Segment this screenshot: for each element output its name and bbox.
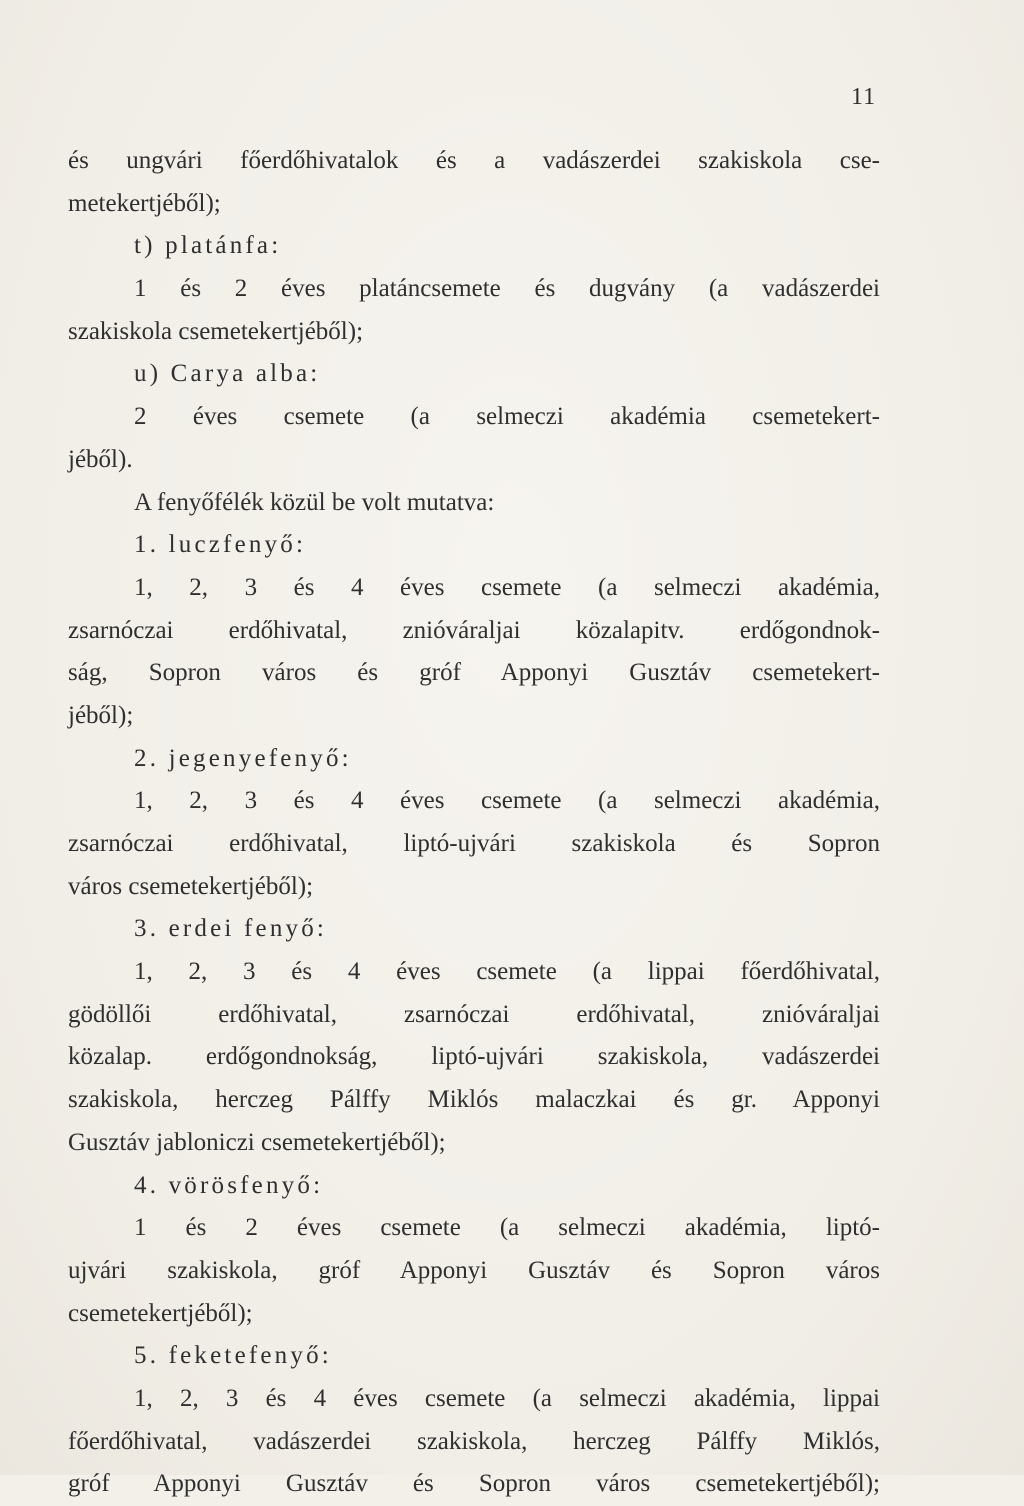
text-line: gödöllői erdőhivatal, zsarnóczai erdőhivatal, znióváraljai (68, 1000, 880, 1028)
text-line: főerdőhivatal, vadászerdei szakiskola, herczeg Pálffy Miklós, (68, 1427, 880, 1455)
text-line: jéből). (68, 445, 133, 473)
text-line: u) Carya alba: (134, 360, 321, 388)
text-line: metekertjéből); (68, 189, 221, 217)
text-line: 1, 2, 3 és 4 éves csemete (a selmeczi akadémia, (134, 573, 880, 601)
text-line: 2 éves csemete (a selmeczi akadémia csemetekert- (134, 403, 880, 431)
text-line: zsarnóczai erdőhivatal, liptó-ujvári szakiskola és Sopron (68, 830, 880, 857)
text-line: 2. jegenyefenyő: (134, 744, 352, 772)
text-line: csemetekertjéből); (68, 1299, 253, 1327)
text-line: 4. vörösfenyő: (134, 1171, 324, 1199)
text-line: szakiskola, herczeg Pálffy Miklós malaczkai és gr. Apponyi (68, 1086, 880, 1114)
text-line: 1. luczfenyő: (134, 531, 307, 559)
text-line: ujvári szakiskola, gróf Apponyi Gusztáv és Sopron város (68, 1256, 880, 1284)
text-line: 1, 2, 3 és 4 éves csemete (a lippai főerdőhivatal, (134, 958, 880, 986)
text-line: t) platánfa: (134, 232, 282, 260)
text-line: A fenyőfélék közül be volt mutatva: (134, 488, 495, 516)
page-number: 11 (851, 84, 877, 110)
text-line: közalap. erdőgondnokság, liptó-ujvári szakiskola, vadászerdei (68, 1043, 880, 1071)
text-line: 1, 2, 3 és 4 éves csemete (a selmeczi akadémia, lippai (134, 1384, 880, 1412)
text-line: 1 és 2 éves platáncsemete és dugvány (a vadászerdei (134, 275, 880, 303)
text-line: 1 és 2 éves csemete (a selmeczi akadémia, liptó- (134, 1214, 880, 1242)
text-line: ság, Sopron város és gróf Apponyi Gusztáv csemetekert- (68, 659, 880, 687)
text-line: jéből); (68, 701, 134, 729)
text-line: és ungvári főerdőhivatalok és a vadászerdei szakiskola cse- (68, 147, 880, 174)
text-line: 5. feketefenyő: (134, 1342, 332, 1370)
text-line: 3. erdei fenyő: (134, 915, 328, 943)
text-line: 1, 2, 3 és 4 éves csemete (a selmeczi akadémia, (134, 787, 880, 815)
body-text (68, 140, 880, 1506)
text-line: szakiskola csemetekertjéből); (68, 317, 364, 345)
text-line: zsarnóczai erdőhivatal, znióváraljai közalapitv. erdőgondnok- (68, 616, 880, 644)
text-line: gróf Apponyi Gusztáv és Sopron város csemetekertjéből); (68, 1470, 880, 1498)
text-line: Gusztáv jabloniczi csemetekertjéből); (68, 1128, 446, 1156)
text-line: város csemetekertjéből); (68, 872, 314, 900)
